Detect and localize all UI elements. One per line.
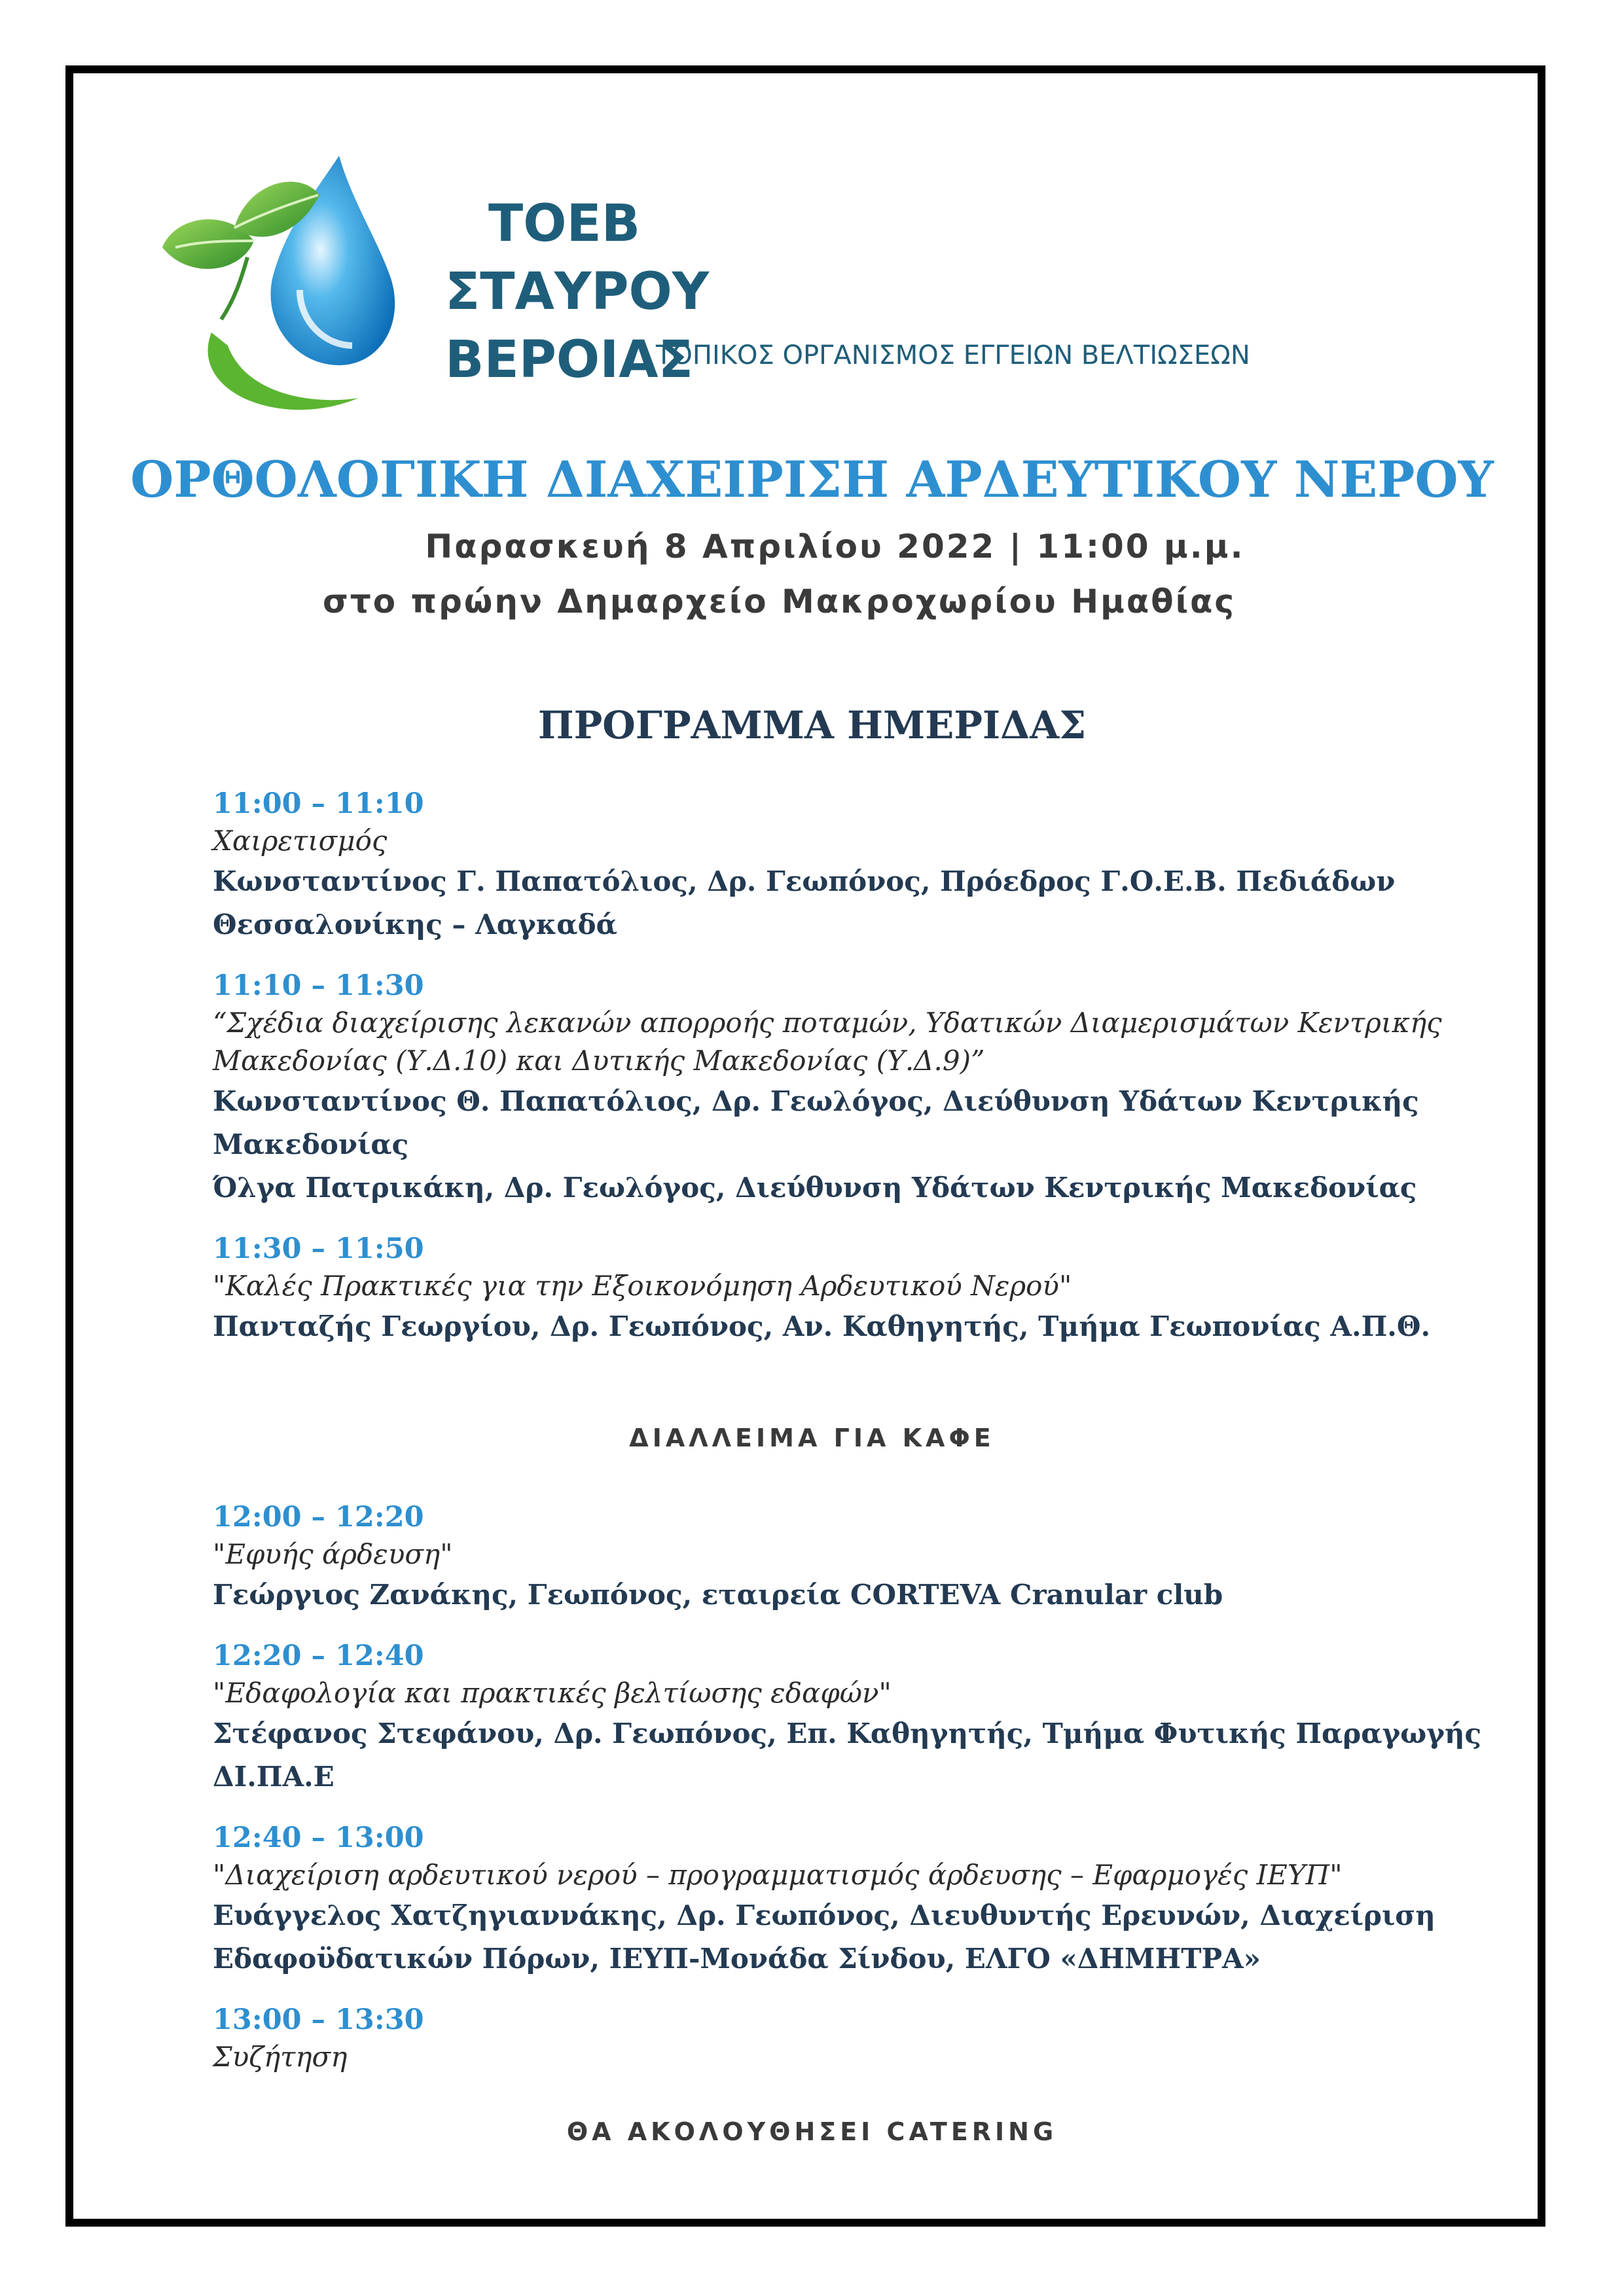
session-time: 13:00 – 13:30 <box>213 2003 424 2036</box>
session-speaker: Πανταζής Γεωργίου, Δρ. Γεωπόνος, Αν. Καθηγητής, Τμήμα Γεωπονίας Α.Π.Θ. <box>213 1310 1431 1342</box>
session-speaker: Όλγα Πατρικάκη, Δρ. Γεωλόγος, Διεύθυνση Υδάτων Κεντρικής Μακεδονίας <box>213 1172 1417 1204</box>
session-speaker: Κωνσταντίνος Γ. Παπατόλιος, Δρ. Γεωπόνος, Πρόεδρος Γ.Ο.Ε.Β. Πεδιάδων Θεσσαλονίκης – Λαγκαδά <box>213 865 1396 941</box>
agenda-item <box>213 1638 1496 1799</box>
agenda-part-2 <box>213 1499 1496 2097</box>
session-time: 12:40 – 13:00 <box>213 1821 424 1854</box>
logo-line-1: ΤΟΕΒ <box>488 194 641 253</box>
session-time: 12:20 – 12:40 <box>213 1640 424 1672</box>
session-topic: “Σχέδια διαχείρισης λεκανών απορροής ποταμών, Υδατικών Διαμερισμάτων Κεντρικής Μακεδονίας (Υ.Δ.10) και Δυτικής Μακεδονίας (Υ.Δ.9)” <box>213 1007 1442 1077</box>
session-topic: "Εδαφολογία και πρακτικές βελτίωσης εδαφών" <box>213 1677 892 1709</box>
logo-line-3: ΒΕΡΟΙΑΣ <box>445 331 693 389</box>
agenda-part-1 <box>213 785 1496 1369</box>
agenda-item <box>213 785 1496 946</box>
session-speaker: Ευάγγελος Χατζηγιαννάκης, Δρ. Γεωπόνος, Διευθυντής Ερευνών, Διαχείριση Εδαφοϋδατικών Πόρων, ΙΕΥΠ-Μονάδα Σίνδου, ΕΛΓΟ «ΔΗΜΗΤΡΑ» <box>213 1899 1435 1975</box>
session-topic: "Διαχείριση αρδευτικού νερού – προγραμματισμός άρδευσης – Εφαρμογές ΙΕΥΠ" <box>213 1859 1343 1891</box>
session-topic: "Εφυής άρδευση" <box>213 1538 453 1570</box>
session-speaker: Κωνσταντίνος Θ. Παπατόλιος, Δρ. Γεωλόγος, Διεύθυνση Υδάτων Κεντρικής Μακεδονίας <box>213 1085 1419 1160</box>
agenda-item <box>213 1230 1496 1348</box>
event-venue: στο πρώην Δημαρχείο Μακροχωρίου Ημαθίας <box>322 583 1236 620</box>
logo-subtitle: ΤΟΠΙΚΟΣ ΟΡΓΑΝΙΣΜΟΣ ΕΓΓΕΙΩΝ ΒΕΛΤΙΩΣΕΩΝ <box>656 340 1250 370</box>
session-time: 11:10 – 11:30 <box>213 969 424 1002</box>
water-drop-with-leaves-icon <box>149 149 424 424</box>
catering-note: ΘΑ ΑΚΟΛΟΥΘΗΣΕΙ CATERING <box>566 2117 1058 2146</box>
session-speaker: Στέφανος Στεφάνου, Δρ. Γεωπόνος, Επ. Καθηγητής, Τμήμα Φυτικής Παραγωγής ΔΙ.ΠΑ.Ε <box>213 1717 1482 1793</box>
coffee-break-label: ΔΙΑΛΛΕΙΜΑ ΓΙΑ ΚΑΦΕ <box>629 1424 995 1452</box>
event-date: Παρασκευή 8 Απριλίου 2022 | 11:00 μ.μ. <box>425 528 1245 565</box>
logo-line-2: ΣΤΑΥΡΟΥ <box>445 262 710 321</box>
agenda-item <box>213 967 1496 1210</box>
session-topic: "Καλές Πρακτικές για την Εξοικονόμηση Αρδευτικού Νερού" <box>213 1270 1072 1302</box>
session-time: 11:30 – 11:50 <box>213 1232 424 1265</box>
agenda-item <box>213 2001 1496 2076</box>
event-title: ΟΡΘΟΛΟΓΙΚΗ ΔΙΑΧΕΙΡΙΣΗ ΑΡΔΕΥΤΙΚΟΥ ΝΕΡΟΥ <box>130 450 1494 509</box>
session-time: 11:00 – 11:10 <box>213 787 424 820</box>
session-time: 12:00 – 12:20 <box>213 1501 424 1534</box>
agenda-item <box>213 1820 1496 1981</box>
session-speaker: Γεώργιος Ζανάκης, Γεωπόνος, εταιρεία CORTEVA Cranular club <box>213 1579 1223 1611</box>
session-topic: Χαιρετισμός <box>213 825 388 857</box>
session-topic: Συζήτηση <box>213 2041 348 2073</box>
agenda-item <box>213 1499 1496 1617</box>
program-title: ΠΡΟΓΡΑΜΜΑ ΗΜΕΡΙΔΑΣ <box>537 703 1087 747</box>
